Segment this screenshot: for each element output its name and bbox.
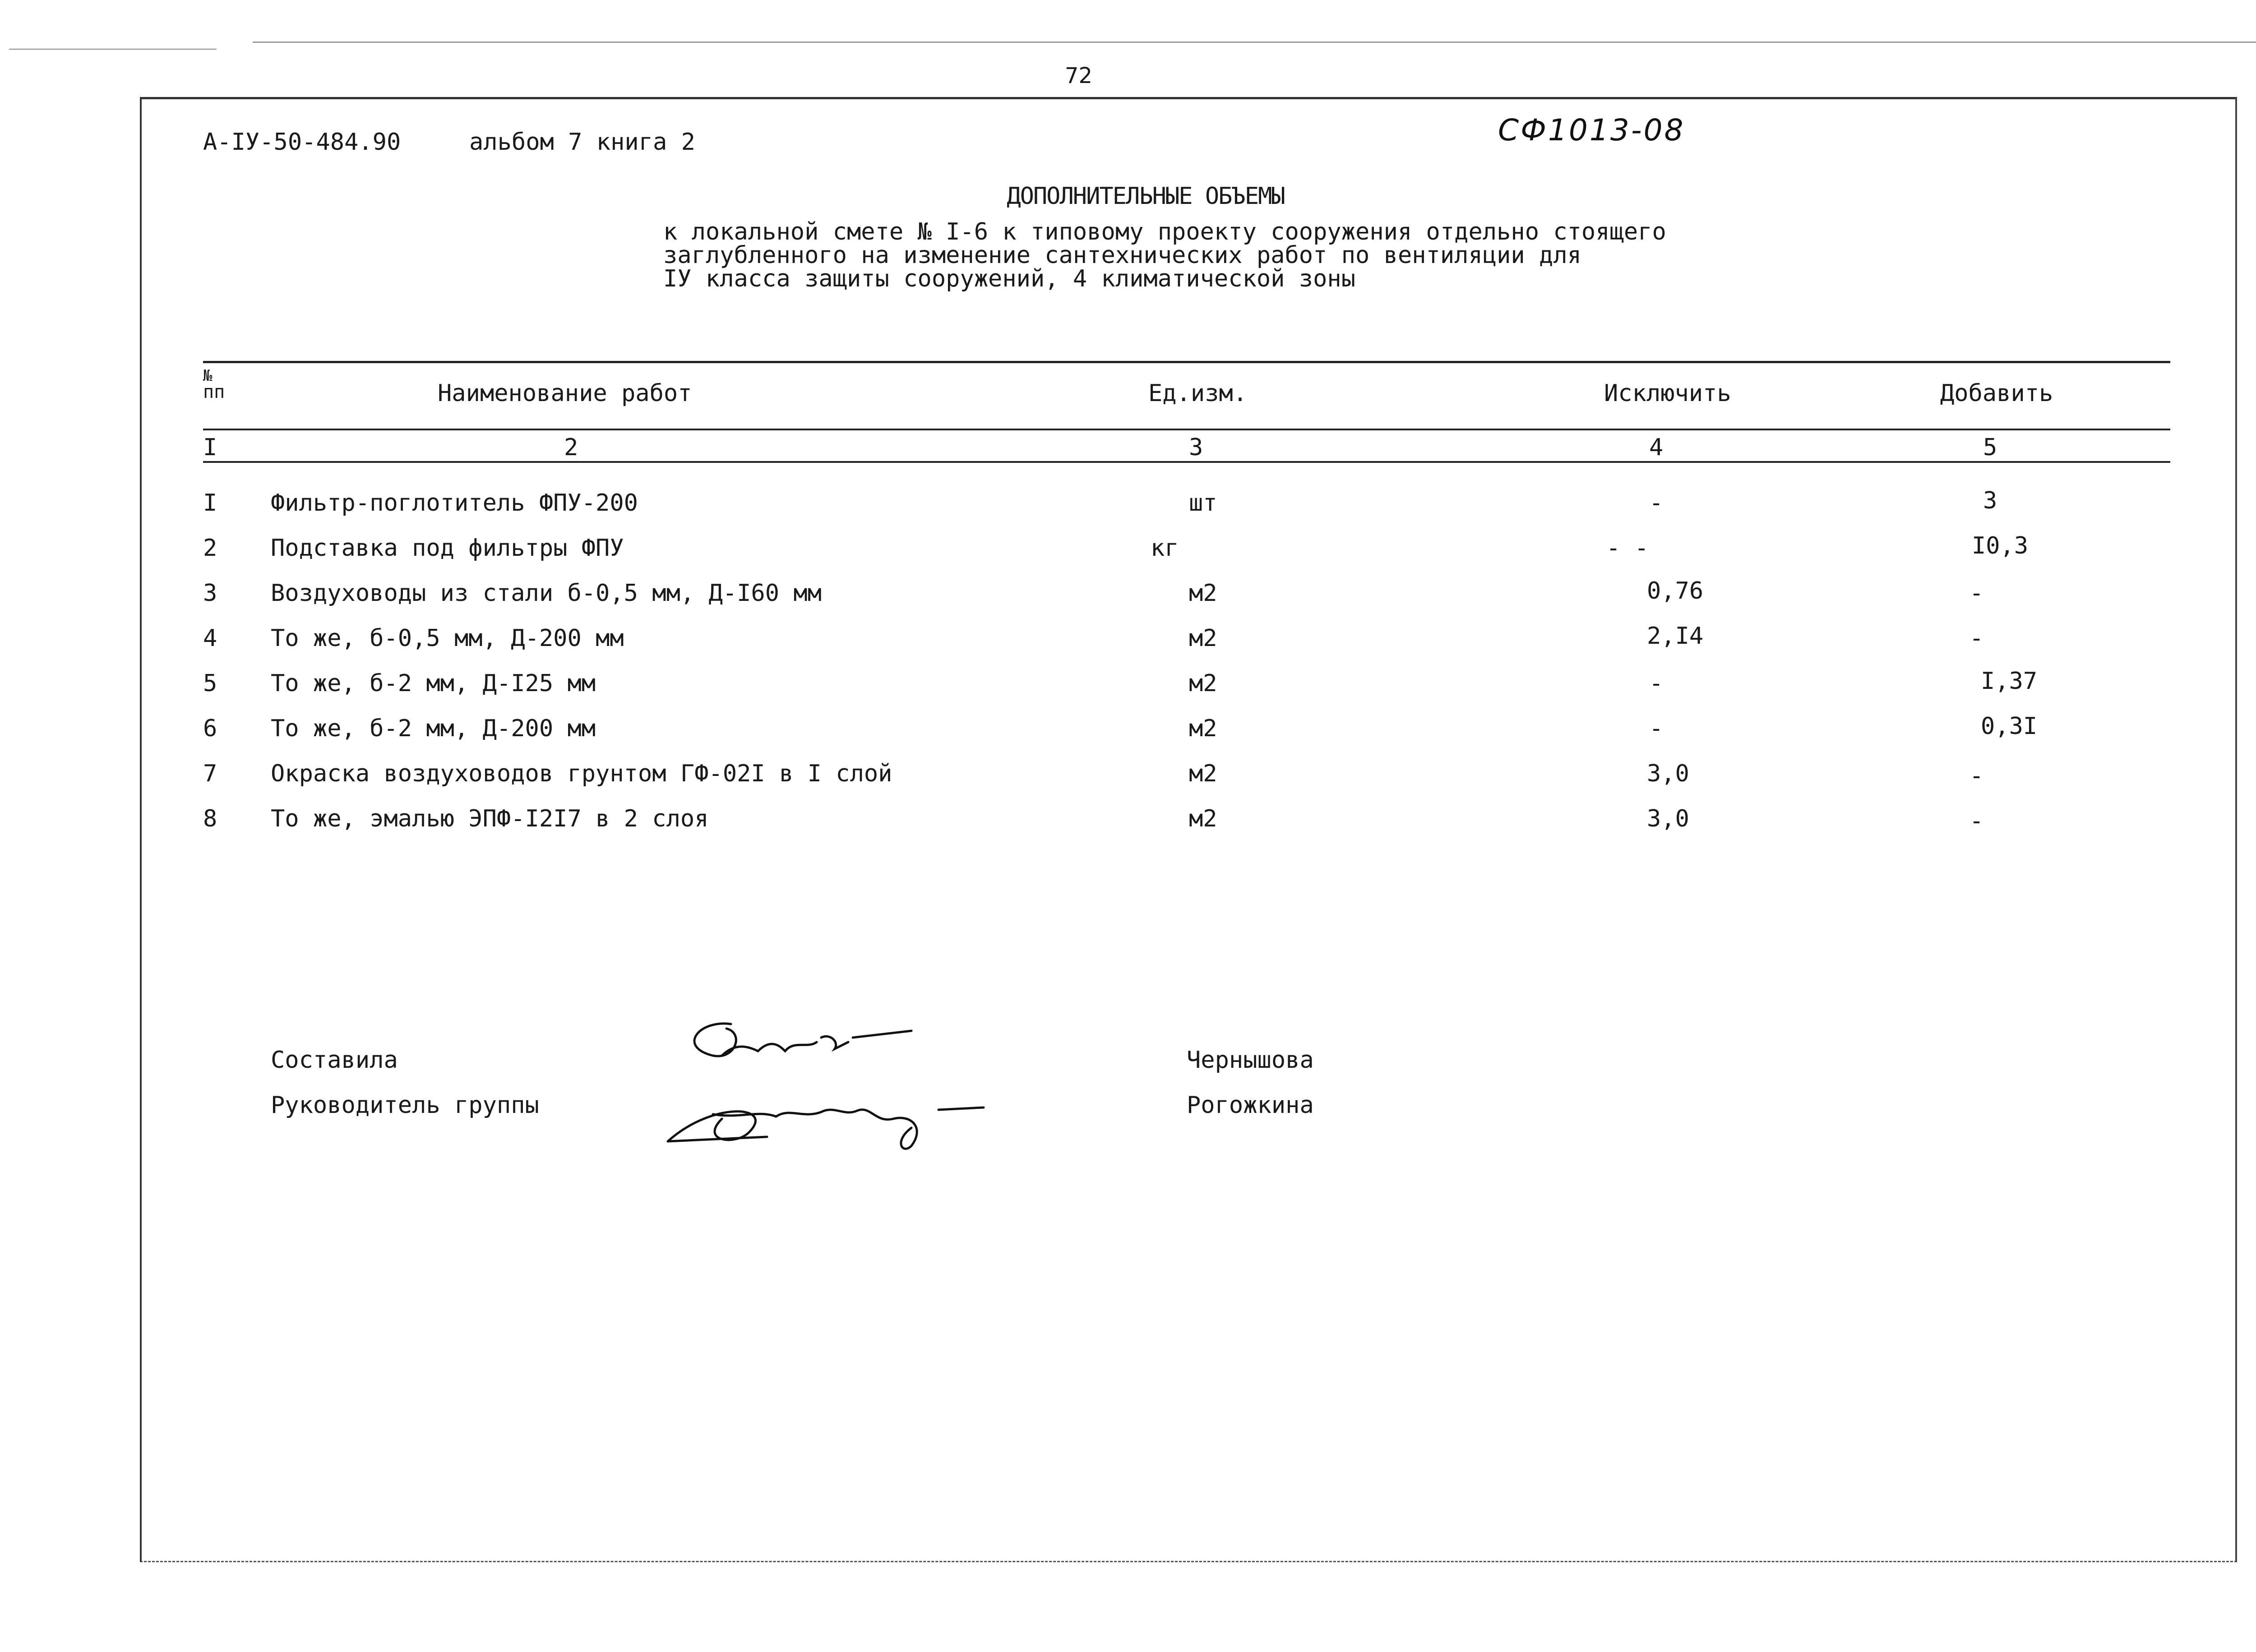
document-title: ДОПОЛНИТЕЛЬНЫЕ ОБЪЕМЫ [1007,183,1285,210]
row-number: 4 [203,625,217,652]
row-exclude: 3,0 [1647,760,1689,787]
row-name: Подставка под фильтры ФПУ [271,535,624,562]
row-unit: кг [1151,535,1179,562]
row-number: 5 [203,670,217,697]
row-unit: м2 [1189,580,1217,607]
row-exclude: 3,0 [1647,805,1689,832]
row-add: I0,3 [1972,532,2029,559]
row-number: 6 [203,715,217,742]
column-number: 5 [1983,434,1997,461]
album-reference: альбом 7 книга 2 [469,129,695,156]
row-number: 2 [203,535,217,562]
row-name: То же, б-2 мм, Д-200 мм [271,715,596,742]
col-header-exclude: Исключить [1604,380,1731,407]
column-number: 3 [1189,434,1203,461]
row-name: То же, б-2 мм, Д-I25 мм [271,670,596,697]
handwritten-code: СФ1013-08 [1498,113,1685,148]
row-number: 7 [203,760,217,787]
column-number: 2 [564,434,578,461]
row-add: - [1969,625,1984,652]
row-unit: м2 [1189,670,1217,697]
row-add: - [1969,762,1984,789]
table-top-rule [203,361,2170,363]
row-exclude: - [1649,670,1664,697]
row-exclude: 0,76 [1647,577,1704,605]
row-add: 3 [1983,487,1997,514]
row-name: Окраска воздуховодов грунтом ГФ-02I в I слой [271,760,892,787]
row-exclude: - [1649,489,1664,517]
row-unit: шт [1189,489,1217,517]
col-header-num: № пп [203,367,225,402]
row-exclude: 2,I4 [1647,623,1704,650]
row-unit: м2 [1189,805,1217,832]
compiled-by-label: Составила [271,1047,398,1074]
row-unit: м2 [1189,760,1217,787]
subtitle-line: заглубленного на изменение сантехнических работ по вентиляции для [663,242,1581,269]
row-name: То же, эмалью ЭПФ-I2I7 в 2 слоя [271,805,709,832]
page-number: 72 [1065,63,1093,88]
row-unit: м2 [1189,715,1217,742]
group-lead-name: Рогожкина [1187,1092,1314,1119]
compiled-by-name: Чернышова [1187,1047,1314,1074]
handwritten-signatures [659,1006,1029,1150]
row-name: Фильтр-поглотитель ФПУ-200 [271,489,638,517]
row-add: 0,3I [1981,713,2038,740]
document-code: А-IУ-50-484.90 [203,129,401,156]
col-header-name: Наименование работ [438,380,692,407]
row-number: I [203,489,217,517]
row-add: - [1969,580,1984,607]
col-header-unit: Ед.изм. [1148,380,1248,407]
column-numbers-rule [203,461,2170,463]
row-name: То же, б-0,5 мм, Д-200 мм [271,625,624,652]
scan-artifact-line [9,49,217,50]
row-add: - [1969,808,1984,835]
row-name: Воздуховоды из стали б-0,5 мм, Д-I60 мм [271,580,822,607]
column-number: I [203,434,217,461]
row-add: I,37 [1981,668,2038,695]
row-exclude: - [1649,715,1664,742]
row-unit: м2 [1189,625,1217,652]
row-number: 3 [203,580,217,607]
row-exclude: - - [1606,535,1649,562]
scan-artifact-line [253,42,2256,43]
subtitle-line: IУ класса защиты сооружений, 4 климатической зоны [663,265,1356,292]
column-number: 4 [1649,434,1664,461]
header-bottom-rule [203,429,2170,430]
group-lead-label: Руководитель группы [271,1092,539,1119]
row-number: 8 [203,805,217,832]
col-header-add: Добавить [1940,380,2053,407]
subtitle-line: к локальной смете № I-6 к типовому проекту сооружения отдельно стоящего [663,218,1666,245]
